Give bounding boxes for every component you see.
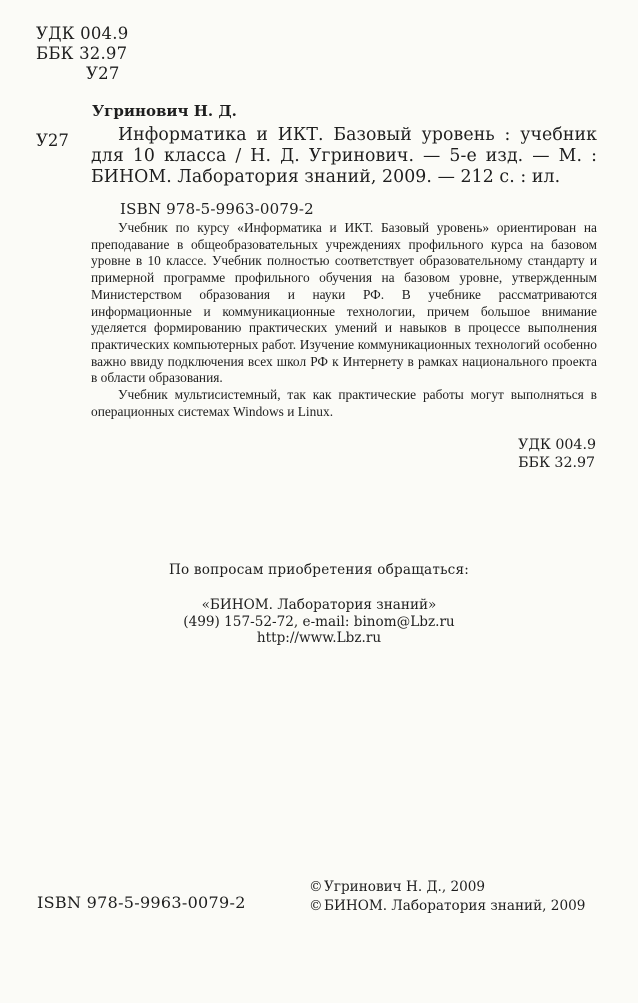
copyright-publisher-line	[309, 897, 585, 916]
record-author: Угринович Н. Д.	[92, 102, 237, 120]
record-isbn: ISBN 978-5-9963-0079-2	[120, 200, 314, 218]
contact-block	[0, 597, 638, 647]
udk-code: УДК 004.9	[36, 24, 129, 43]
copyright-symbol: ©	[309, 879, 323, 895]
annotation-paragraph: Учебник по курсу «Информатика и ИКТ. Базовый уровень» ориентирован на преподавание в общеобразовательных учреждениях профильного курса на базовом уровне в 10 классе. Учебник полностью соответствует образовательному стандарту и примерной программе профильного обучения на базовом уровне, утвержденным Министерством образования и науки РФ. В учебнике рассматриваются информационные и коммуникационные технологии, причем большое внимание уделяется формированию практических умений и навыков в процессе выполнения практических компьютерных работ. Изучение коммуникационных технологий особенно важно ввиду подключения всех школ РФ к Интернету в рамках национального проекта в области образования.	[91, 220, 597, 386]
annotation	[91, 220, 597, 420]
copyright-author-line	[309, 878, 585, 897]
copyright-block	[309, 878, 585, 916]
author-mark-code: У27	[86, 64, 120, 83]
classification-codes	[36, 24, 128, 84]
classification-codes-right	[518, 436, 596, 472]
phone-email: (499) 157-52-72, e-mail: binom@Lbz.ru	[183, 613, 455, 630]
copyright-author: Угринович Н. Д., 2009	[324, 879, 486, 895]
footer-isbn: ISBN 978-5-9963-0079-2	[37, 893, 246, 912]
bibliographic-description: Информатика и ИКТ. Базовый уровень : учебник для 10 класса / Н. Д. Угринович. — 5-е изд. — М. : БИНОМ. Лаборатория знаний, 2009. — 212 с. : ил.	[91, 125, 597, 187]
annotation-paragraph: Учебник мультисистемный, так как практические работы могут выполняться в операционных системах Windows и Linux.	[91, 387, 597, 419]
publisher-name: «БИНОМ. Лаборатория знаний»	[201, 597, 437, 613]
copyright-publisher: БИНОМ. Лаборатория знаний, 2009	[324, 898, 586, 914]
contact-title: По вопросам приобретения обращаться:	[168, 562, 470, 578]
website-link[interactable]: http://www.Lbz.ru	[256, 630, 382, 646]
bbk-code: ББК 32.97	[518, 455, 596, 471]
bbk-code: ББК 32.97	[36, 44, 128, 63]
record-author-mark: У27	[36, 131, 69, 150]
copyright-symbol: ©	[309, 898, 323, 914]
udk-code: УДК 004.9	[518, 437, 596, 453]
